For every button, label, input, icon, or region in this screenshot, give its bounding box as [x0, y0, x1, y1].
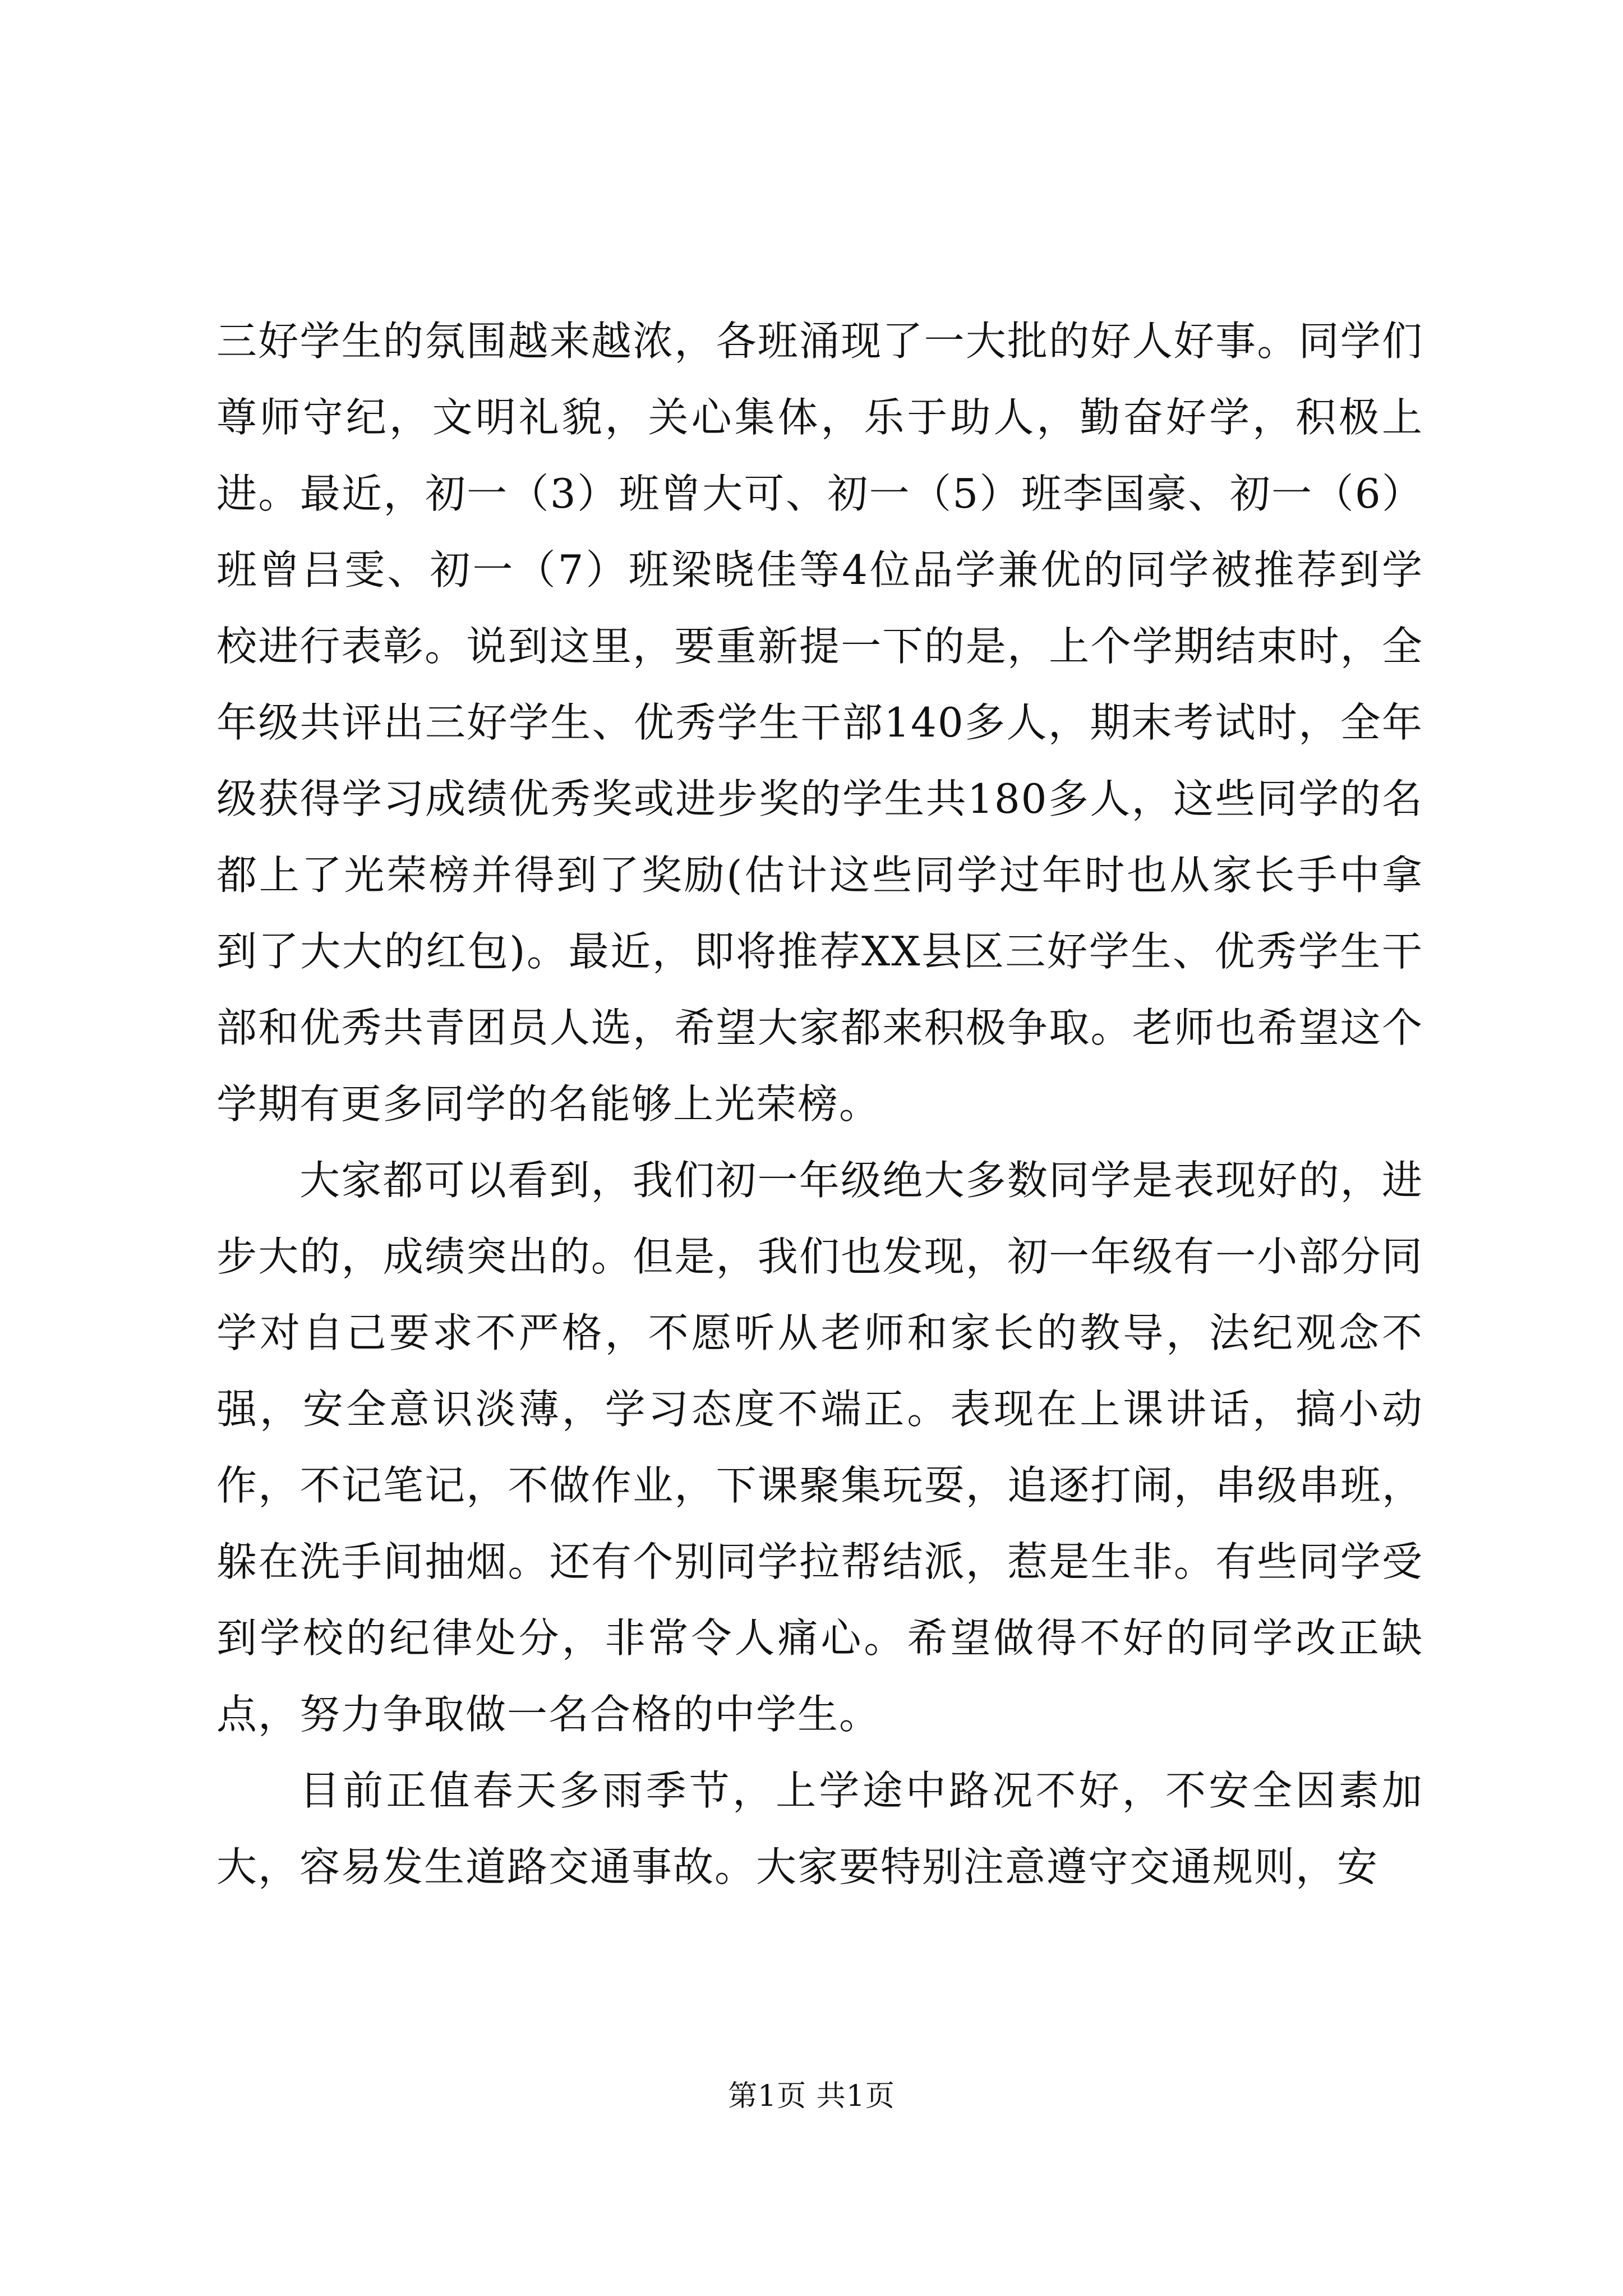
paragraph-2: 大家都可以看到，我们初一年级绝大多数同学是表现好的，进步大的，成绩突出的。但是，我们也发现，初一年级有一小部分同学对自己要求不严格，不愿听从老师和家长的教导，法纪观念不强，安全意识淡薄，学习态度不端正。表现在上课讲话，搞小动作，不记笔记，不做作业，下课聚集玩耍，追逐打闹，串级串班，躲在洗手间抽烟。还有个别同学拉帮结派，惹是生非。有些同学受到学校的纪律处分，非常令人痛心。希望做得不好的同学改正缺点，努力争取做一名合格的中学生。 [216, 1157, 1423, 1738]
paragraph-3: 目前正值春天多雨季节，上学途中路况不好，不安全因素加大，容易发生道路交通事故。大家要特别注意遵守交通规则，安 [216, 1767, 1423, 1890]
document-body [216, 303, 1423, 1905]
paragraph-1: 三好学生的氛围越来越浓，各班涌现了一大批的好人好事。同学们尊师守纪，文明礼貌，关心集体，乐于助人，勤奋好学，积极上进。最近，初一（3）班曾大可、初一（5）班李国豪、初一（6）班曾吕雯、初一（7）班梁晓佳等4位品学兼优的同学被推荐到学校进行表彰。说到这里，要重新提一下的是，上个学期结束时，全年级共评出三好学生、优秀学生干部140多人，期末考试时，全年级获得学习成绩优秀奖或进步奖的学生共180多人，这些同学的名都上了光荣榜并得到了奖励(估计这些同学过年时也从家长手中拿到了大大的红包)。最近，即将推荐XX县区三好学生、优秀学生干部和优秀共青团员人选，希望大家都来积极争取。老师也希望这个学期有更多同学的名能够上光荣榜。 [216, 318, 1423, 1128]
page-footer: 第1页 共1页 [728, 2079, 895, 2113]
